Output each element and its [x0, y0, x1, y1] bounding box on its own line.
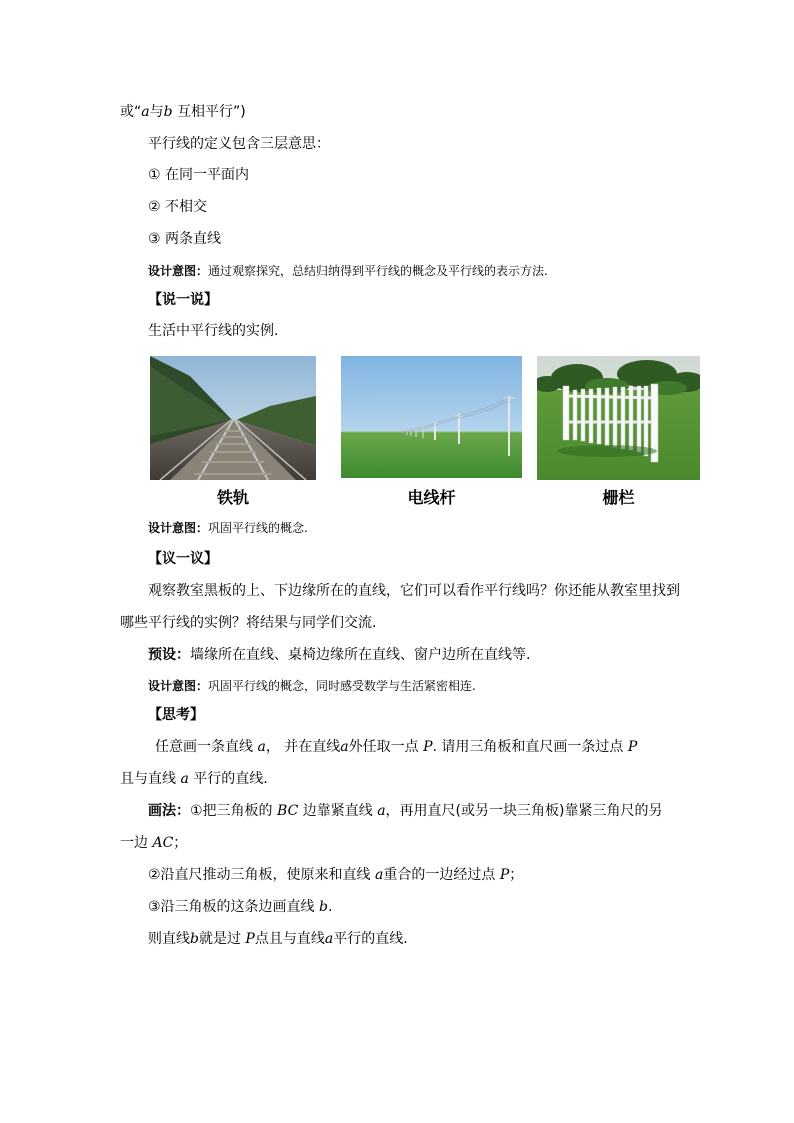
method-step-1-cont [120, 833, 187, 853]
design-intent-3 [148, 676, 476, 696]
white-fence-photo [537, 356, 700, 480]
design-intent-text: 巩固平行线的概念. [208, 521, 308, 535]
var-b: b [190, 931, 199, 947]
text: 任意画一条直线 [155, 739, 258, 755]
design-intent-2 [148, 518, 308, 538]
definition-point-2: ② 不相交 [148, 199, 208, 215]
design-intent-label: 设计意图： [148, 679, 209, 693]
text: ①把三角板的 [190, 803, 278, 819]
text: ，再用直尺(或另一块三角板)靠紧三角尺的另 [385, 803, 663, 819]
var-b: b [319, 899, 328, 915]
var-ac: AC [152, 835, 174, 851]
method-step-3 [148, 897, 332, 917]
think-text-2 [120, 769, 268, 789]
design-intent-label: 设计意图： [148, 521, 209, 535]
var-a: a [141, 104, 150, 120]
discuss-heading: 【议一议】 [148, 551, 218, 567]
text: 互相平行”) [172, 104, 246, 120]
method-step-1 [148, 801, 662, 821]
text-line-1 [120, 102, 246, 122]
var-p: P [499, 867, 510, 883]
var-a: a [324, 931, 334, 947]
text: . 请用三角板和直尺画一条过点 [432, 739, 628, 755]
var-bc: BC [277, 803, 299, 819]
preset-label: 预设： [148, 647, 190, 663]
think-text-1 [155, 737, 637, 757]
var-a: a [180, 771, 189, 787]
conclusion [148, 929, 408, 949]
text: 重合的一边经过点 [383, 867, 500, 883]
text: 平行的直线. [188, 771, 268, 787]
text: 一边 [120, 835, 153, 851]
definition-point-1: ① 在同一平面内 [148, 167, 250, 183]
design-intent-1 [148, 261, 548, 281]
text: 且与直线 [120, 771, 181, 787]
text: . [327, 899, 333, 915]
text: ， 并在直线 [265, 739, 341, 755]
var-p: P [627, 739, 638, 755]
var-a: a [375, 867, 384, 883]
say-text: 生活中平行线的实例. [148, 323, 279, 339]
railway-track-photo [150, 356, 316, 480]
definition-intro: 平行线的定义包含三层意思： [148, 136, 330, 152]
photo-caption-fence: 栅栏 [602, 488, 635, 507]
preset-answer [148, 645, 530, 665]
definition-point-3: ③ 两条直线 [148, 231, 222, 247]
var-p: P [423, 739, 433, 755]
text: 点且与直线 [254, 931, 325, 947]
text: 与 [149, 104, 164, 120]
var-a: a [257, 739, 266, 755]
preset-text: 墙缘所在直线、桌椅边缘所在直线、窗户边所在直线等. [190, 647, 531, 663]
design-intent-text: 通过观察探究，总结归纳得到平行线的概念及平行线的表示方法. [208, 264, 548, 278]
design-intent-text: 巩固平行线的概念，同时感受数学与生活紧密相连. [208, 679, 476, 693]
text: ②沿直尺推动三角板，使原来和直线 [148, 867, 376, 883]
method-step-2 [148, 865, 523, 885]
text: 外任取一点 [348, 739, 424, 755]
var-a: a [377, 803, 386, 819]
text: 或“ [120, 104, 142, 120]
var-a: a [340, 739, 349, 755]
text: 平行的直线. [333, 931, 408, 947]
text: 边靠紧直线 [298, 803, 378, 819]
utility-poles-photo [341, 356, 522, 478]
design-intent-label: 设计意图： [148, 264, 209, 278]
text: ； [173, 835, 188, 851]
text: 则直线 [148, 931, 190, 947]
var-b: b [163, 104, 173, 120]
discuss-text-2: 哪些平行线的实例？将结果与同学们交流. [120, 615, 377, 631]
text: ； [509, 867, 524, 883]
photo-caption-poles: 电线杆 [407, 488, 456, 507]
say-heading: 【说一说】 [148, 292, 218, 308]
method-label: 画法： [148, 803, 190, 819]
text: 就是过 [198, 931, 246, 947]
think-heading: 【思考】 [148, 707, 204, 723]
var-p: P [245, 931, 255, 947]
photo-caption-railway: 铁轨 [216, 488, 249, 507]
discuss-text-1: 观察教室黑板的上、下边缘所在的直线，它们可以看作平行线吗？你还能从教室里找到 [148, 583, 680, 599]
text: ③沿三角板的这条边画直线 [148, 899, 320, 915]
